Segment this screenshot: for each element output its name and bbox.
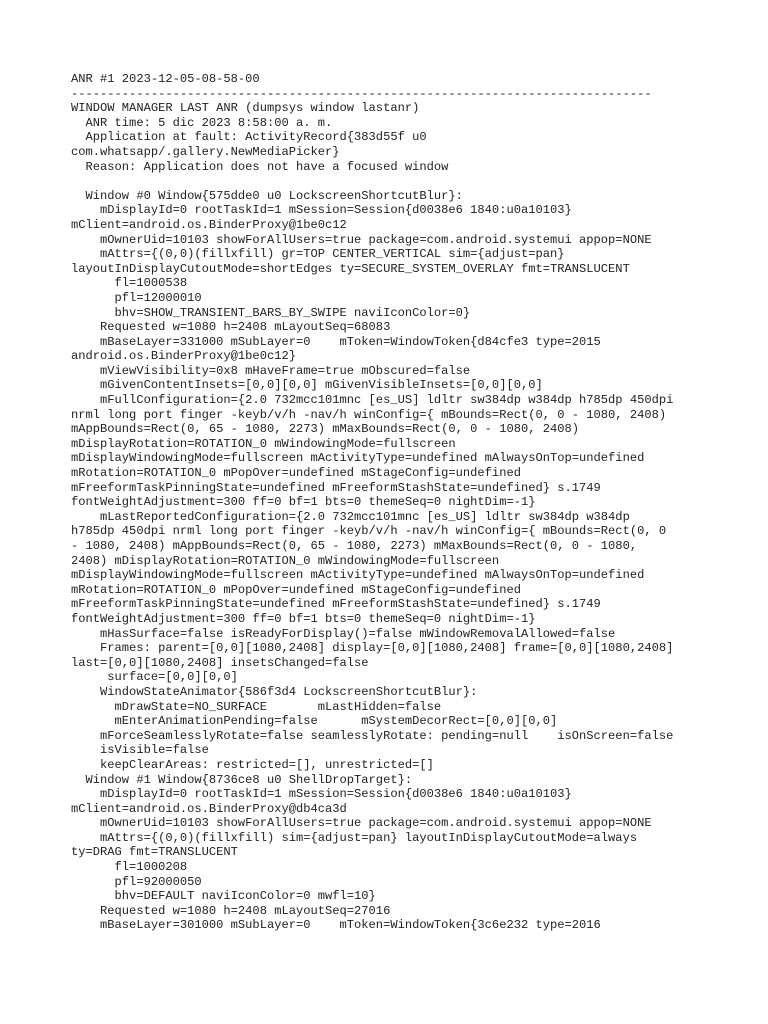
log-line: mFreeformTaskPinningState=undefined mFreeformStashState=undefined} s.1749 — [71, 597, 601, 612]
log-line: fontWeightAdjustment=300 ff=0 bf=1 bts=0 themeSeq=0 nightDim=-1} — [71, 611, 536, 626]
log-line: mDisplayWindowingMode=fullscreen mActivityType=undefined mAlwaysOnTop=undefined — [71, 568, 645, 583]
log-line: surface=[0,0][0,0] — [71, 670, 238, 685]
log-line: mForceSeamlesslyRotate=false seamlesslyRotate: pending=null isOnScreen=false — [71, 728, 674, 743]
log-line: Reason: Application does not have a focused window — [71, 159, 449, 174]
log-line: mDrawState=NO_SURFACE mLastHidden=false — [71, 699, 442, 714]
log-line: mEnterAnimationPending=false mSystemDecorRect=[0,0][0,0] — [71, 714, 558, 729]
log-line: - 1080, 2408) mAppBounds=Rect(0, 65 - 1080, 2273) mMaxBounds=Rect(0, 0 - 1080, — [71, 539, 638, 553]
log-line: ty=DRAG fmt=TRANSLUCENT — [71, 845, 238, 860]
log-line: Window #1 Window{8736ce8 u0 ShellDropTarget}: — [71, 772, 413, 787]
log-line: mAttrs={(0,0)(fillxfill) gr=TOP CENTER_VERTICAL sim={adjust=pan} — [71, 247, 565, 262]
log-line: WINDOW MANAGER LAST ANR (dumpsys window lastanr) — [71, 101, 420, 116]
log-line: Frames: parent=[0,0][1080,2408] display=[0,0][1080,2408] frame=[0,0][1080,2408] — [71, 641, 674, 656]
log-line: Requested w=1080 h=2408 mLayoutSeq=27016 — [71, 903, 391, 918]
log-line: Window #0 Window{575dde0 u0 LockscreenShortcutBlur}: — [71, 188, 463, 203]
log-line: com.whatsapp/.gallery.NewMediaPicker} — [71, 144, 340, 159]
log-line: mBaseLayer=331000 mSubLayer=0 mToken=WindowToken{d84cfe3 type=2015 — [71, 334, 601, 349]
log-line: mGivenContentInsets=[0,0][0,0] mGivenVisibleInsets=[0,0][0,0] — [71, 378, 543, 393]
log-line: android.os.BinderProxy@1be0c12} — [71, 349, 296, 364]
log-line: 2408) mDisplayRotation=ROTATION_0 mWindowingMode=fullscreen — [71, 553, 500, 568]
log-line: nrml long port finger -keyb/v/h -nav/h winConfig={ mBounds=Rect(0, 0 - 1080, 2408) — [71, 407, 667, 422]
log-line: mViewVisibility=0x8 mHaveFrame=true mObscured=false — [71, 363, 471, 378]
log-line: pfl=92000050 — [71, 874, 202, 889]
log-line: mDisplayId=0 rootTaskId=1 mSession=Session{d0038e6 1840:u0a10103} — [71, 787, 572, 802]
log-line: mDisplayWindowingMode=fullscreen mActivityType=undefined mAlwaysOnTop=undefined — [71, 451, 645, 466]
log-line: keepClearAreas: restricted=[], unrestricted=[] — [71, 757, 434, 772]
log-line: fl=1000208 — [71, 860, 188, 875]
log-line: mRotation=ROTATION_0 mPopOver=undefined mStageConfig=undefined — [71, 582, 521, 597]
log-line: mOwnerUid=10103 showForAllUsers=true package=com.android.systemui appop=NONE — [71, 816, 652, 831]
anr-log-document — [71, 72, 761, 933]
log-line: bhv=SHOW_TRANSIENT_BARS_BY_SWIPE naviIconColor=0} — [71, 305, 471, 320]
log-line: isVisible=false — [71, 743, 209, 758]
log-line: mAttrs={(0,0)(fillxfill) sim={adjust=pan} layoutInDisplayCutoutMode=always — [71, 830, 638, 845]
log-line: mDisplayRotation=ROTATION_0 mWindowingMode=fullscreen — [71, 436, 456, 451]
log-line: mAppBounds=Rect(0, 65 - 1080, 2273) mMaxBounds=Rect(0, 0 - 1080, 2408) — [71, 422, 580, 437]
log-line: mFullConfiguration={2.0 732mcc101mnc [es_US] ldltr sw384dp w384dp h785dp 450dpi — [71, 393, 674, 408]
log-line: mHasSurface=false isReadyForDisplay()=false mWindowRemovalAllowed=false — [71, 626, 616, 641]
log-line: ANR time: 5 dic 2023 8:58:00 a. m. — [71, 115, 333, 130]
log-line: mRotation=ROTATION_0 mPopOver=undefined mStageConfig=undefined — [71, 466, 521, 481]
log-line: mOwnerUid=10103 showForAllUsers=true package=com.android.systemui appop=NONE — [71, 232, 652, 247]
log-line: ANR #1 2023-12-05-08-58-00 — [71, 72, 260, 86]
log-line: layoutInDisplayCutoutMode=shortEdges ty=SECURE_SYSTEM_OVERLAY fmt=TRANSLUCENT — [71, 261, 630, 276]
log-line: mClient=android.os.BinderProxy@db4ca3d — [71, 801, 347, 816]
log-line: pfl=12000010 — [71, 290, 202, 305]
log-line: WindowStateAnimator{586f3d4 LockscreenShortcutBlur}: — [71, 684, 478, 699]
log-line: bhv=DEFAULT naviIconColor=0 mwfl=10} — [71, 889, 376, 904]
log-line: mBaseLayer=301000 mSubLayer=0 mToken=WindowToken{3c6e232 type=2016 — [71, 918, 601, 933]
log-line: mClient=android.os.BinderProxy@1be0c12 — [71, 217, 347, 232]
log-line: Application at fault: ActivityRecord{383d55f u0 — [71, 130, 427, 145]
log-line: fontWeightAdjustment=300 ff=0 bf=1 bts=0 themeSeq=0 nightDim=-1} — [71, 495, 536, 510]
log-line: h785dp 450dpi nrml long port finger -keyb/v/h -nav/h winConfig={ mBounds=Rect(0, 0 — [71, 524, 667, 539]
log-line: mFreeformTaskPinningState=undefined mFreeformStashState=undefined} s.1749 — [71, 480, 601, 495]
log-line: mLastReportedConfiguration={2.0 732mcc101mnc [es_US] ldltr sw384dp w384dp — [71, 509, 630, 524]
log-line: -------------------------------------------------------------------------------- — [71, 86, 652, 101]
log-line — [71, 174, 761, 189]
log-line: Requested w=1080 h=2408 mLayoutSeq=68083 — [71, 320, 391, 335]
log-line: fl=1000538 — [71, 276, 188, 291]
log-line: mDisplayId=0 rootTaskId=1 mSession=Session{d0038e6 1840:u0a10103} — [71, 203, 572, 218]
log-line: last=[0,0][1080,2408] insetsChanged=false — [71, 655, 369, 670]
